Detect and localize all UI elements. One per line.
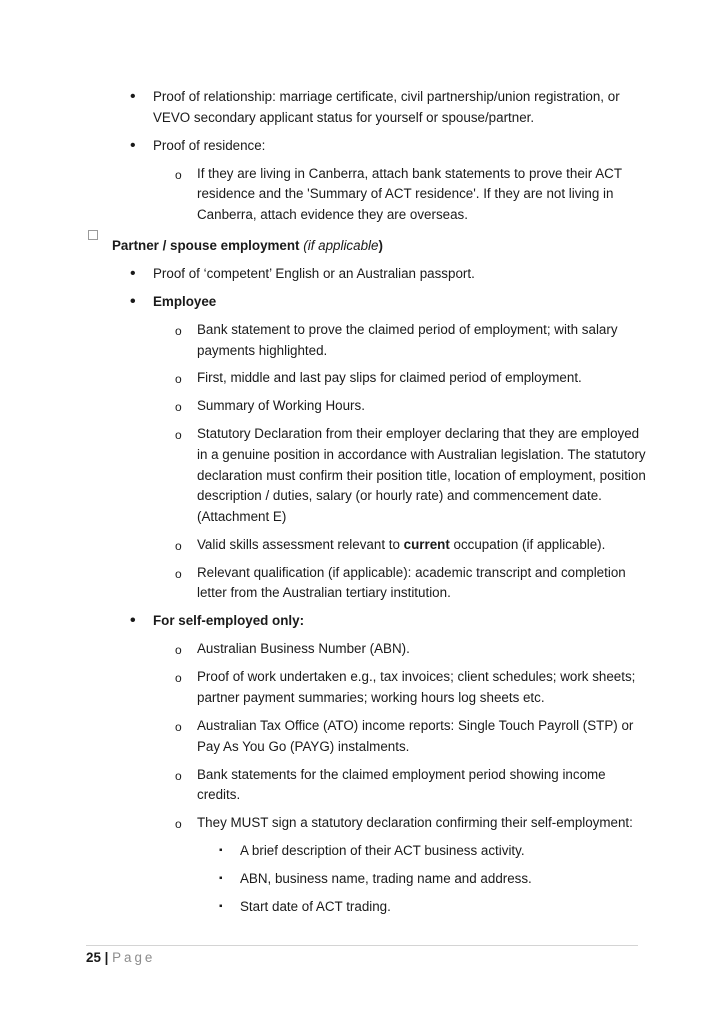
list-item bbox=[0, 897, 724, 918]
employee-heading: Employee bbox=[153, 293, 217, 309]
section-heading bbox=[0, 236, 724, 257]
content-body bbox=[0, 87, 724, 925]
self-employed-bullet-list bbox=[0, 611, 724, 632]
circle-marker: o bbox=[175, 643, 182, 658]
declaration-sub-list bbox=[0, 841, 724, 918]
residence-sub-list bbox=[0, 164, 724, 226]
list-item-text: Relevant qualification (if applicable): academic transcript and completion letter from the Australian tertiary institution. bbox=[197, 564, 626, 601]
list-item bbox=[0, 765, 724, 806]
self-employed-sub-list bbox=[0, 639, 724, 833]
emphasis-text: current bbox=[403, 536, 450, 552]
list-item-text: If they are living in Canberra, attach bank statements to prove their ACT residence and the 'Summary of ACT residence'. If they are not living in Canberra, attach evidence they are overseas. bbox=[197, 165, 622, 222]
list-item-text: First, middle and last pay slips for claimed period of employment. bbox=[197, 370, 582, 386]
list-item bbox=[0, 841, 724, 862]
list-item bbox=[0, 563, 724, 604]
circle-marker: o bbox=[175, 538, 182, 553]
square-marker: ▪ bbox=[219, 873, 223, 885]
list-item bbox=[0, 164, 724, 226]
list-item bbox=[0, 424, 724, 527]
square-marker: ▪ bbox=[219, 901, 223, 913]
section-heading-text: Partner / spouse employment bbox=[112, 238, 300, 254]
list-item-text: ABN, business name, trading name and address. bbox=[240, 871, 532, 887]
circle-marker: o bbox=[175, 671, 182, 686]
list-item-text: Statutory Declaration from their employer declaring that they are employed in a genuine position in accordance with Australian legislation. The statutory declaration must confirm their position title, location of employment, position description / duties, salary (or hourly rate) and commencement date. (Attachment E) bbox=[197, 426, 646, 524]
list-item-text: Proof of residence: bbox=[153, 137, 266, 153]
list-item bbox=[0, 87, 724, 128]
employee-sub-list bbox=[0, 320, 724, 604]
top-bullet-list bbox=[0, 87, 724, 156]
list-item-text: Bank statement to prove the claimed period of employment; with salary payments highlighted. bbox=[197, 321, 618, 358]
checkbox-icon[interactable] bbox=[88, 230, 98, 240]
list-item-text: Proof of work undertaken e.g., tax invoices; client schedules; work sheets; partner payment summaries; working hours log sheets etc. bbox=[197, 669, 636, 705]
list-item-text: Proof of relationship: marriage certificate, civil partnership/union registration, or VEVO secondary applicant status for yourself or spouse/partner. bbox=[153, 89, 620, 125]
list-item-text: They MUST sign a statutory declaration confirming their self-employment: bbox=[197, 815, 633, 831]
circle-marker: o bbox=[175, 372, 182, 387]
partner-bullet-list bbox=[0, 264, 724, 313]
list-item bbox=[0, 611, 724, 632]
circle-marker: o bbox=[175, 400, 182, 415]
list-item bbox=[0, 869, 724, 890]
list-item bbox=[0, 716, 724, 757]
list-item bbox=[0, 639, 724, 660]
footer-separator: | bbox=[100, 950, 113, 965]
circle-marker: o bbox=[175, 719, 182, 734]
list-item-text: Summary of Working Hours. bbox=[197, 398, 365, 414]
footer-divider bbox=[86, 945, 638, 946]
bullet-marker: • bbox=[130, 292, 136, 310]
list-item-text: Proof of ‘competent’ English or an Australian passport. bbox=[153, 265, 475, 281]
section-heading-close: ) bbox=[378, 238, 383, 254]
bullet-marker: • bbox=[130, 88, 136, 105]
bullet-marker: • bbox=[130, 264, 136, 282]
circle-marker: o bbox=[175, 323, 182, 338]
bullet-marker: • bbox=[130, 136, 136, 154]
circle-marker: o bbox=[175, 566, 182, 581]
list-item bbox=[0, 320, 724, 361]
list-item-text-end: occupation (if applicable). bbox=[449, 536, 606, 552]
circle-marker: o bbox=[175, 167, 182, 182]
self-employed-heading: For self-employed only: bbox=[153, 613, 305, 629]
circle-marker: o bbox=[175, 817, 182, 832]
list-item bbox=[0, 667, 724, 708]
section-heading-note: (if applicable bbox=[303, 238, 379, 254]
list-item bbox=[0, 292, 724, 313]
list-item bbox=[0, 368, 724, 389]
list-item bbox=[0, 264, 724, 285]
list-item-text: A brief description of their ACT business activity. bbox=[240, 843, 525, 859]
list-item-text: Bank statements for the claimed employment period showing income credits. bbox=[197, 766, 606, 803]
list-item-text: Start date of ACT trading. bbox=[240, 899, 391, 915]
list-item-text: Valid skills assessment relevant to bbox=[197, 536, 404, 552]
list-item-text: Australian Business Number (ABN). bbox=[197, 641, 410, 657]
page-number: 25 bbox=[86, 950, 101, 965]
list-item bbox=[0, 535, 724, 556]
circle-marker: o bbox=[175, 768, 182, 783]
page-footer bbox=[86, 948, 155, 969]
page-label: Page bbox=[112, 950, 156, 965]
circle-marker: o bbox=[175, 428, 182, 443]
bullet-marker: • bbox=[130, 612, 136, 630]
list-item bbox=[0, 136, 724, 157]
list-item bbox=[0, 396, 724, 417]
square-marker: ▪ bbox=[219, 845, 223, 857]
list-item-text: Australian Tax Office (ATO) income reports: Single Touch Payroll (STP) or Pay As You Go (PAYG) instalments. bbox=[197, 717, 634, 754]
list-item bbox=[0, 813, 724, 834]
